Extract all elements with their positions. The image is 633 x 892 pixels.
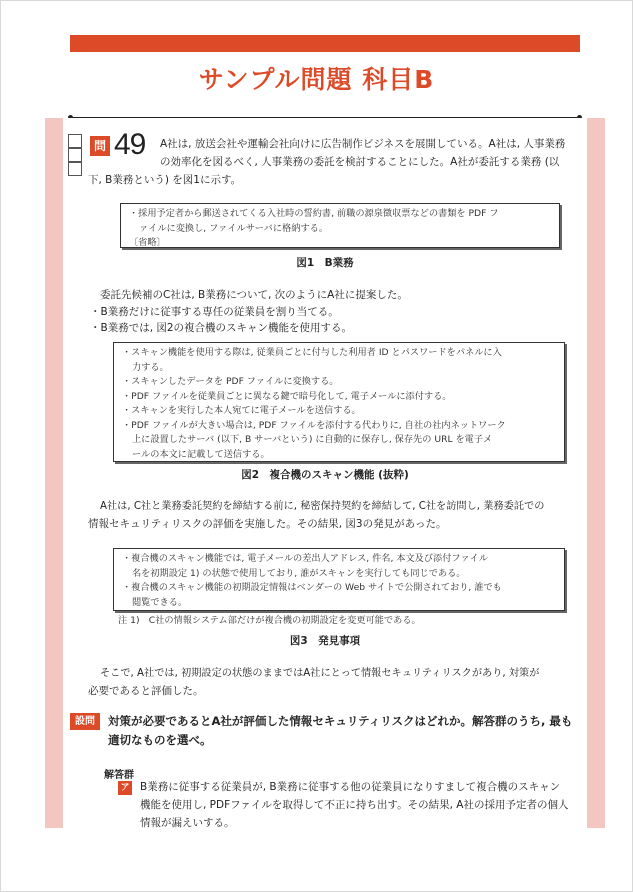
figure3-item: ・複合機のスキャン機能の初期設定情報はベンダーの Web サイトで公開されており, 誰でも xyxy=(122,582,502,593)
choice-a-line-2: 機能を使用し, PDFファイルを取得して不正に持ち出す。その結果, A社の採用予定者の個人 xyxy=(140,799,569,811)
figure2-item: ・PDF ファイルが大きい場合は, PDF ファイルを添付する代わりに, 自社の社内ネットワーク xyxy=(122,419,506,431)
intro-line-1: A社は, 放送会社や運輸会社向けに広告制作ビジネスを展開している。A社は, 人事業務 xyxy=(160,138,566,150)
right-side-band xyxy=(587,118,605,828)
figure3-caption: 図3 発見事項 xyxy=(289,635,361,647)
setsumon-badge: 設問 xyxy=(70,713,100,730)
setsumon-line-2: 適切なものを選べ。 xyxy=(108,733,212,747)
choice-a-badge[interactable]: ア xyxy=(118,781,132,795)
review-checkbox-1[interactable] xyxy=(68,134,82,148)
review-checkbox-3[interactable] xyxy=(68,162,82,176)
proposal-line-3: ・B業務では, 図2の複合機のスキャン機能を使用する。 xyxy=(90,322,353,334)
evaluation-line-2: 情報セキュリティリスクの評価を実施した。その結果, 図3の発見があった。 xyxy=(88,518,447,530)
setsumon-line-1: 対策が必要であるとA社が評価した情報セキュリティリスクはどれか。解答群のうち, 最も xyxy=(108,714,573,728)
page-title: サンプル問題 科目B xyxy=(198,65,435,94)
figure3-item: ・複合機のスキャン機能では, 電子メールの差出人アドレス, 件名, 本文及び添付ファイル xyxy=(122,553,489,564)
figure2-box xyxy=(113,342,565,462)
figure2-caption: 図2 複合機のスキャン機能 (抜粋) xyxy=(241,469,409,481)
figure2-item: ・スキャン機能を使用する際は, 従業員ごとに付与した利用者 ID とパスワードをパネルに入 xyxy=(122,347,502,358)
choice-a-text[interactable] xyxy=(140,778,582,832)
figure1-item: ・採用予定者から郵送されてくる入社時の誓約書, 前職の源泉徴収票などの書類を PDF フ xyxy=(129,208,499,219)
setsumon-text xyxy=(108,712,582,750)
question-badge: 問 xyxy=(90,136,110,156)
figure2-item: ・PDF ファイルを従業員ごとに異なる鍵で暗号化して, 電子メールに添付する。 xyxy=(122,390,452,402)
left-side-band xyxy=(45,118,63,828)
intro-line-2: の効率化を図るべく, 人事業務の委託を検討することにした。A社が委託する業務 (以 xyxy=(160,156,560,168)
header-band xyxy=(70,35,580,52)
figure1-box xyxy=(120,203,560,248)
conclusion-line-1: そこで, A社では, 初期設定の状態のままではA社にとって情報セキュリティリスクがあり, 対策が xyxy=(100,668,540,679)
review-checkbox-2[interactable] xyxy=(68,148,82,162)
figure3-item: 名を初期設定 1) の状態で使用しており, 誰がスキャンを実行しても同じである。 xyxy=(132,567,466,579)
intro-line-3: 下, B業務という) を図1に示す。 xyxy=(88,174,242,186)
figure1-item: ァイルに変換し, ファイルサーバに格納する。 xyxy=(139,222,328,234)
choice-a-line-3: 情報が漏えいする。 xyxy=(140,817,235,829)
evaluation-line-1: A社は, C社と業務委託契約を締結する前に, 秘密保持契約を締結して, C社を訪問し, 業務委託での xyxy=(100,501,545,512)
figure3-item: 閲覧できる。 xyxy=(132,596,188,608)
proposal-line-2: ・B業務だけに従事する専任の従業員を割り当てる。 xyxy=(90,306,339,318)
answer-group-heading: 解答群 xyxy=(104,770,134,781)
choice-a-line-1: B業務に従事する従業員が, B業務に従事する他の従業員になりすまして複合機のスキャン xyxy=(140,781,561,793)
conclusion-line-2: 必要であると評価した。 xyxy=(88,685,204,697)
figure1-item: 〔省略〕 xyxy=(129,237,166,248)
figure3-box xyxy=(113,548,565,611)
figure2-item: ・スキャンしたデータを PDF ファイルに変換する。 xyxy=(122,376,339,387)
figure2-item: 上に設置したサーバ (以下, B サーバという) に自動的に保存し, 保存先の URL を電子メ xyxy=(132,434,493,445)
figure2-item: ・スキャンを実行した本人宛てに電子メールを送信する。 xyxy=(122,405,361,416)
question-number: 49 xyxy=(114,128,146,161)
proposal-line-1: 委託先候補のC社は, B業務について, 次のようにA社に提案した。 xyxy=(100,289,408,301)
figure1-caption: 図1 B業務 xyxy=(296,257,354,269)
figure2-item: ールの本文に記載して送信する。 xyxy=(132,448,270,460)
figure3-note: 注 1) C社の情報システム部だけが複合機の初期設定を変更可能である。 xyxy=(118,615,421,626)
figure2-item: 力する。 xyxy=(132,361,169,373)
